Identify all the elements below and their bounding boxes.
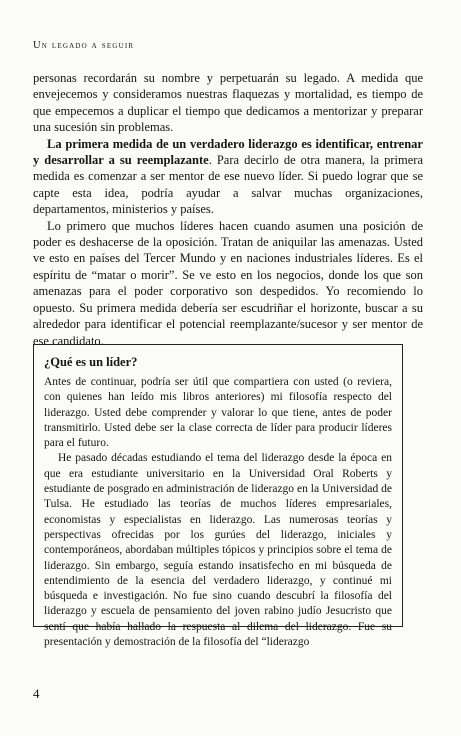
page-number: 4 xyxy=(33,686,40,701)
paragraph-2-rest: . Para decirlo de otra manera, la primera medida es comenzar a ser mentor de ese nuevo líder. Si puedo lograr que se capte esta idea, podría ayudar a salvar muchas organizaciones, departamentos, ministerios y países. xyxy=(33,153,423,217)
sidebar-box xyxy=(33,344,403,649)
main-text xyxy=(33,70,423,349)
running-head: Un legado a seguir xyxy=(33,40,135,51)
sidebar-paragraph-1: Antes de continuar, podría ser útil que compartiera con usted (o reviera, con quienes han leído mis libros anteriores) mi filosofía respecto del liderazgo. Usted debe comprender y valorar lo que tiene, antes de poder transmitirlo. Usted debe ser la clase correcta de líder para producir líderes para el futuro. xyxy=(44,376,392,450)
paragraph-2-bold: La primera medida de un verdadero liderazgo es identificar, entrenar y desarrollar a su reemplazante xyxy=(33,136,423,168)
paragraph-1: personas recordarán su nombre y perpetuarán su legado. A medida que envejecemos y consideramos nuestras flaquezas y mortalidad, es tiempo de que empecemos a duplicar el tiempo que dedicamos a mentorizar y preparar una sucesión sin problemas. xyxy=(33,71,423,135)
paragraph-3: Lo primero que muchos líderes hacen cuando asumen una posición de poder es deshacerse de la oposición. Tratan de aniquilar las amenazas. Usted ve esto en países del Tercer Mundo y en naciones industriales líderes. Es el espíritu de “matar o morir”. Se ve esto en los negocios, donde los que son amenazas para el poder corporativo son despedidos. Yo recomiendo lo opuesto. Su primera medida debería ser escudriñar el horizonte, buscar a su alrededor para identificar el potencial reemplazante/sucesor y ser mentor de ese candidato. xyxy=(33,218,423,348)
sidebar-title: ¿Qué es un líder? xyxy=(44,355,138,369)
paragraph-2 xyxy=(33,136,423,218)
sidebar-paragraph-2: He pasado décadas estudiando el tema del liderazgo desde la época en que era estudiante universitario en la Universidad Oral Roberts y estudiante de posgrado en administración de liderazgo en la Universidad de Tulsa. He estudiado las teorías de muchos líderes empresariales, economistas y especialistas en liderazgo. Las numerosas teorías y perspectivas ofrecidas por los gurúes del liderazgo, iniciales y contemporáneos, abordaban múltiples tópicos y principios sobre el tema de liderazgo. Sin embargo, seguía estando insatisfecho en mi búsqueda de entendimiento de la esencia del verdadero liderazgo, y continué mi búsqueda e investigación. No fue sino cuando descubrí la filosofía del liderazgo y escuela de pensamiento del joven rabino judío Jesucristo que sentí que había hallado la respuesta al dilema del liderazgo. Fue su presentación y demostración de la filosofía del “liderazgo xyxy=(44,452,392,649)
